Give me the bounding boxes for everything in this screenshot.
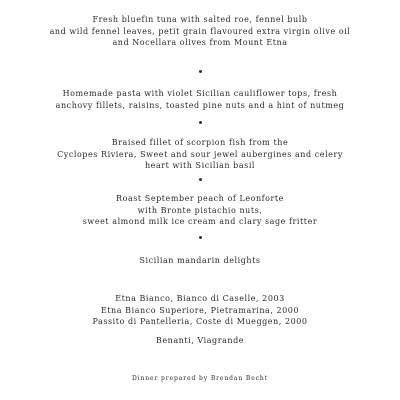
course-4-line-1: Roast September peach of Leonforte	[116, 194, 284, 203]
separator-dot-icon	[199, 70, 202, 73]
course-2-line-2: anchovy fillets, raisins, toasted pine nuts and a hint of nutmeg	[55, 100, 345, 110]
chef-credit: Dinner prepared by Brendan Becht	[131, 375, 269, 382]
course-3-line-2: Cyclopes Riviera, Sweet and sour jewel aubergines and celery	[57, 149, 343, 159]
course-4-line-3: sweet almond milk ice cream and clary sage fritter	[82, 217, 318, 226]
wine-list	[0, 293, 400, 328]
course-5-line-1: Sicilian mandarin delights	[139, 256, 261, 265]
course-2-line-1: Homemade pasta with violet Sicilian cauliflower tops, fresh	[62, 89, 338, 98]
course-3	[0, 137, 400, 172]
separator-dot-icon	[199, 178, 202, 181]
course-1-line-3: and Nocellara olives from Mount Etna	[112, 38, 288, 47]
separator-dot-icon	[199, 236, 202, 239]
course-2	[0, 88, 400, 111]
course-1	[0, 14, 400, 49]
course-3-line-1: Braised fillet of scorpion fish from the	[111, 138, 289, 147]
course-1-line-2: and wild fennel leaves, petit grain flavoured extra virgin olive oil	[49, 26, 351, 36]
course-4	[0, 193, 400, 228]
course-4-line-2: with Bronte pistachio nuts,	[137, 205, 263, 215]
wine-3: Passito di Pantelleria, Coste di Mueggen, 2000	[92, 317, 308, 326]
course-5	[0, 255, 400, 267]
separator-dot-icon	[199, 121, 202, 124]
course-1-line-1: Fresh bluefin tuna with salted roe, fennel bulb	[92, 15, 308, 24]
course-3-line-3: heart with Sicilian basil	[144, 161, 256, 170]
wine-1: Etna Bianco, Bianco di Caselle, 2003	[115, 294, 285, 303]
wine-2: Etna Bianco Superiore, Pietramarina, 2000	[100, 305, 300, 315]
producer: Benanti, Viagrande	[155, 336, 245, 345]
